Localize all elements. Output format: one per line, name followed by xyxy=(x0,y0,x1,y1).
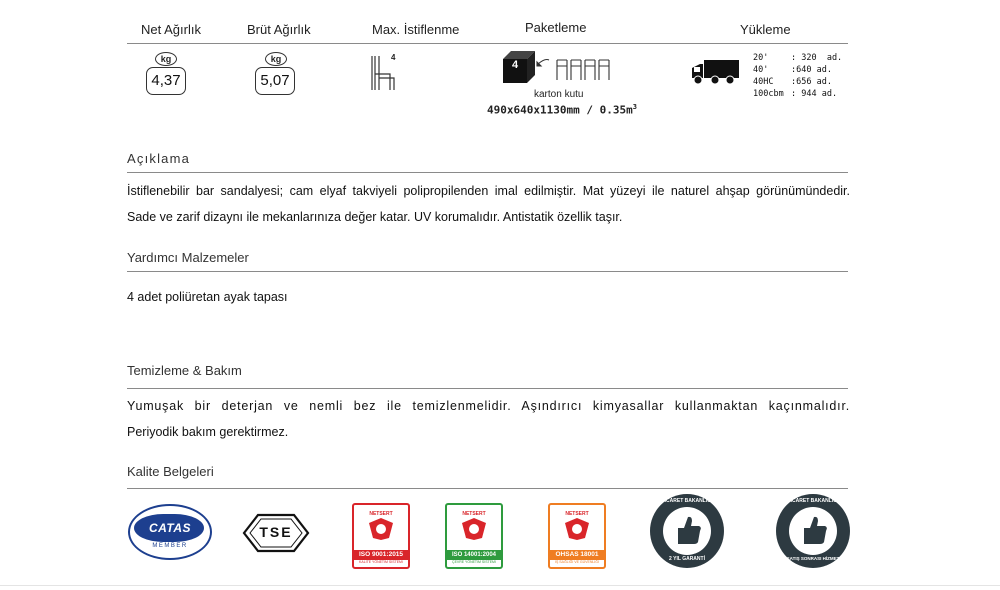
loading-qty: :656 ad. xyxy=(791,77,832,87)
loading-row xyxy=(753,64,853,76)
net-weight-value: 4,37 xyxy=(146,67,186,95)
description-line-2: Sade ve zarif dizaynı ile mekanlarınıza değer katar. UV korumalıdır. Antistatik özellik taşır. xyxy=(127,210,623,224)
loading-row xyxy=(753,88,853,100)
care-line-2: Periyodik bakım gerektirmez. xyxy=(127,425,289,439)
after-sales-top: TİCARET BAKANLIĞI xyxy=(787,498,839,504)
box-label: karton kutu xyxy=(534,89,584,100)
care-divider xyxy=(127,388,848,389)
accessories-title: Yardımcı Malzemeler xyxy=(127,250,249,265)
warranty-seal xyxy=(650,494,724,568)
netsert-crest-icon xyxy=(565,518,589,540)
ohsas-name: OHSAS 18001 xyxy=(550,550,604,560)
stacked-chairs-icon xyxy=(370,52,410,94)
truck-icon xyxy=(690,58,740,86)
iso14001-name: ISO 14001:2004 xyxy=(447,550,501,560)
loading-row xyxy=(753,52,853,64)
iso14001-badge xyxy=(445,503,503,569)
accessories-divider xyxy=(127,271,848,272)
description-title: Açıklama xyxy=(127,151,191,166)
header-max-stacking: Max. İstiflenme xyxy=(372,22,460,37)
header-packaging: Paketleme xyxy=(525,20,587,35)
header-loading: Yükleme xyxy=(740,22,791,37)
loading-table xyxy=(753,52,853,100)
warranty-top: TİCARET BAKANLIĞI xyxy=(661,498,713,504)
header-gross-weight: Brüt Ağırlık xyxy=(247,22,311,37)
ohsas-sub: İŞ SAĞLIĞI VE GÜVENLİĞİ xyxy=(555,560,599,564)
accessories-text: 4 adet poliüretan ayak tapası xyxy=(127,290,288,304)
netsert-label: NETSERT xyxy=(462,511,486,517)
box-dimensions-value: 490x640x1130mm / 0.35m xyxy=(487,103,633,117)
netsert-label: NETSERT xyxy=(565,511,589,517)
description-line-1: İstiflenebilir bar sandalyesi; cam elyaf takviyeli polipropilenden imal edilmiştir. Mat yüzeyi ile naturel ahşap görünümündedir. xyxy=(127,184,850,198)
box-dimensions xyxy=(487,103,637,117)
tse-name: TSE xyxy=(259,524,293,540)
page-bottom-line xyxy=(0,585,1000,586)
box-count: 4 xyxy=(511,59,519,71)
header-net-weight: Net Ağırlık xyxy=(141,22,201,37)
quality-title: Kalite Belgeleri xyxy=(127,464,214,479)
iso9001-badge xyxy=(352,503,410,569)
warranty-bottom: 2 YIL GARANTİ xyxy=(669,556,705,562)
kg-icon: kg xyxy=(265,52,287,66)
description-divider xyxy=(127,172,848,173)
ohsas-badge xyxy=(548,503,606,569)
chairs-in-box-icon xyxy=(535,52,615,84)
after-sales-bottom: SATIŞ SONRASI HİZMET xyxy=(786,556,840,561)
care-line-1: Yumuşak bir deterjan ve nemli bez ile temizlenmelidir. Aşındırıcı kimyasallar kullanmaktan kaçınmalıdır. xyxy=(127,399,850,413)
iso9001-name: ISO 9001:2015 xyxy=(354,550,408,560)
loading-row xyxy=(753,76,853,88)
thumbs-up-icon xyxy=(672,514,702,546)
loading-container: 20' xyxy=(753,53,769,63)
gross-weight-value: 5,07 xyxy=(255,67,295,95)
loading-container: 100cbm xyxy=(753,89,784,99)
cubic-superscript: 3 xyxy=(632,103,637,111)
specs-divider xyxy=(127,43,848,44)
quality-divider xyxy=(127,488,848,489)
stacking-count: 4 xyxy=(391,53,396,62)
catas-member: MEMBER xyxy=(152,543,188,549)
loading-qty: : 944 ad. xyxy=(791,89,838,99)
loading-qty: : 320 ad. xyxy=(791,53,843,63)
after-sales-seal xyxy=(776,494,850,568)
thumbs-up-icon xyxy=(798,514,828,546)
loading-qty: :640 ad. xyxy=(791,65,832,75)
netsert-crest-icon xyxy=(462,518,486,540)
loading-container: 40HC xyxy=(753,77,774,87)
catas-name: CATAS xyxy=(148,521,192,535)
iso14001-sub: ÇEVRE YÖNETİM SİSTEMİ xyxy=(452,560,496,564)
kg-icon: kg xyxy=(155,52,177,66)
netsert-label: NETSERT xyxy=(369,511,393,517)
care-title: Temizleme & Bakım xyxy=(127,363,242,378)
netsert-crest-icon xyxy=(369,518,393,540)
catas-logo xyxy=(128,504,212,560)
iso9001-sub: KALİTE YÖNETİM SİSTEMİ xyxy=(359,560,403,564)
loading-container: 40' xyxy=(753,65,769,75)
